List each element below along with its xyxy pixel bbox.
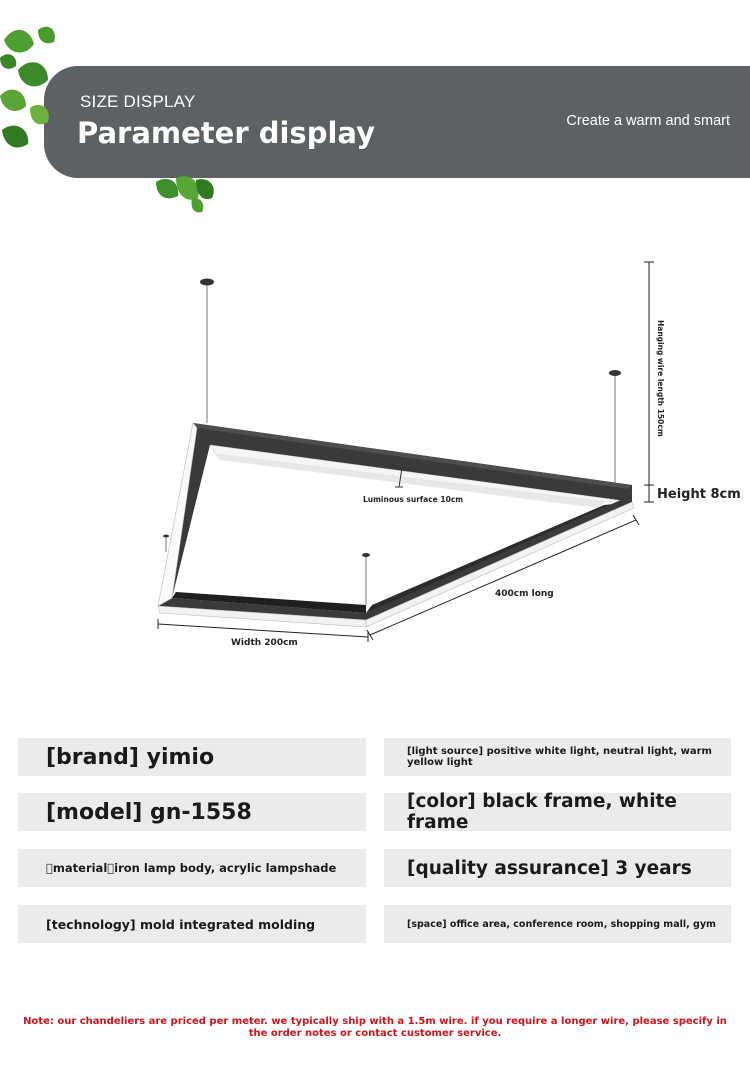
spec-technology [18,905,366,943]
spec-quality [384,849,731,887]
spec-brand [18,738,366,776]
spec-light-source [384,738,731,776]
spec-technology-text: [technology] mold integrated molding [46,916,316,932]
pricing-note: Note: our chandeliers are priced per meter. we typically ship with a 1.5m wire. if you require a longer wire, please specify in the order notes or contact customer service. [23,1016,727,1039]
section-subtitle: SIZE DISPLAY [80,92,196,111]
width-label: Width 200cm [231,638,298,648]
spec-quality-text: [quality assurance] 3 years [407,857,692,879]
tagline: Create a warm and smart [566,113,730,129]
spec-model-text: [model] gn-1558 [46,799,252,825]
spec-color-text: [color] black frame, white frame [407,791,677,833]
height-label: Height 8cm [657,487,741,502]
ceiling-cap-left [200,279,214,286]
length-dimension [367,515,639,640]
wire-length-label: Hanging wire length 150cm [656,320,665,437]
spec-material [18,849,366,887]
spec-material-text:  material iron lamp body, acrylic lampshade [46,861,337,875]
ceiling-cap-front [362,553,370,557]
height-dimension [644,485,654,502]
luminous-label: Luminous surface 10cm [363,495,464,504]
spec-space-text: [space] office area, conference room, shopping mall, gym [407,918,716,930]
length-label: 400cm long [495,589,554,599]
lamp-frame [158,423,634,627]
page-title: Parameter display [77,116,375,150]
spec-brand-text: [brand] yimio [46,744,215,770]
lamp-dimension-diagram [0,240,750,660]
spec-space [384,905,731,943]
spec-color [384,793,731,831]
wire-length-dimension [644,262,654,485]
leaves-decoration [0,0,260,220]
spec-light-source-text: [light source] positive white light, neutral light, warm yellow light [407,746,712,768]
ceiling-cap-right [609,370,621,376]
spec-model [18,793,366,831]
